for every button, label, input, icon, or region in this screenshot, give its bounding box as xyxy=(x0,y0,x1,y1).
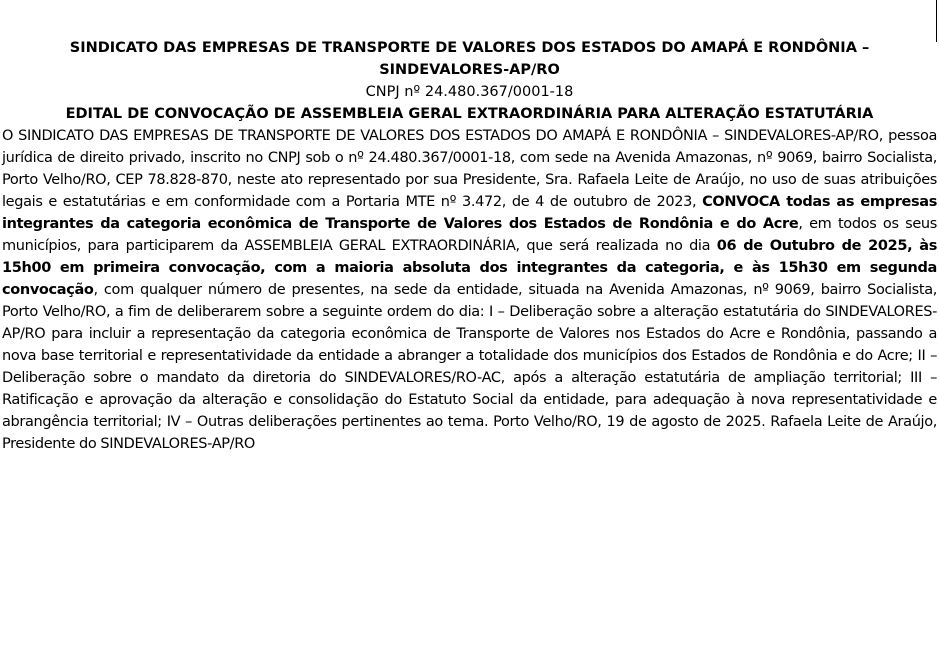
notice-document xyxy=(2,37,937,455)
cnpj-line: CNPJ nº 24.480.367/0001-18 xyxy=(365,84,574,100)
body-text-part2: , em todos os seus municípios, para participarem da ASSEMBLEIA GERAL EXTRAORDINÁRIA, que será realizada no dia xyxy=(2,216,937,254)
body-text-part3: , com qualquer número de presentes, na sede da entidade, situada na Avenida Amazonas, nº 9069, bairro Socialista, Porto Velho/RO, a fim de deliberarem sobre a seguinte ordem do dia: I – Deliberação sobre a alteração estatutária do SINDEVALORES-AP/RO para incluir a representação da categoria econômica de Transporte de Valores nos Estados do Acre e Rondônia, passando a nova base territorial e representatividade da entidade a abranger a totalidade dos municípios dos Estados de Rondônia e do Acre; II – Deliberação sobre o mandato da diretoria do SINDEVALORES/RO-AC, após a alteração estatutária de ampliação territorial; III – Ratificação e aprovação da alteração e consolidação do Estatuto Social da entidade, para adequação à nova representatividade e abrangência territorial; IV – Outras deliberações pertinentes ao tema. Porto Velho/RO, 19 de agosto de 2025. Rafaela Leite de Araújo, Presidente do SINDEVALORES-AP/RO xyxy=(2,282,937,452)
body-bold-convoca: CONVOCA todas as empresas integrantes da categoria econômica de Transporte de Valores dos Estados de Rondônia e do Acre xyxy=(2,194,937,232)
page-edge-rule xyxy=(936,0,937,42)
notice-title: EDITAL DE CONVOCAÇÃO DE ASSEMBLEIA GERAL EXTRAORDINÁRIA PARA ALTERAÇÃO ESTATUTÁRIA xyxy=(65,106,874,122)
organization-heading xyxy=(2,37,937,81)
organization-name-line2: SINDEVALORES-AP/RO xyxy=(379,62,560,78)
body-text-part1: O SINDICATO DAS EMPRESAS DE TRANSPORTE DE VALORES DOS ESTADOS DO AMAPÁ E RONDÔNIA – SINDEVALORES-AP/RO, pessoa jurídica de direito privado, inscrito no CNPJ sob o nº 24.480.367/0001-18, com sede na Avenida Amazonas, nº 9069, bairro Socialista, Porto Velho/RO, CEP 78.828-870, neste ato representado por sua Presidente, Sra. Rafaela Leite de Araújo, no uso de suas atribuições legais e estatutárias e em conformidade com a Portaria MTE nº 3.472, de 4 de outubro de 2023, xyxy=(2,128,937,210)
notice-body xyxy=(2,125,937,455)
body-bold-date: 06 de Outubro de 2025, às 15h00 em primeira convocação, com a maioria absoluta dos integrantes da categoria, e às 15h30 em segunda convocação xyxy=(2,238,938,298)
organization-name-line1: SINDICATO DAS EMPRESAS DE TRANSPORTE DE VALORES DOS ESTADOS DO AMAPÁ E RONDÔNIA – xyxy=(69,40,870,56)
